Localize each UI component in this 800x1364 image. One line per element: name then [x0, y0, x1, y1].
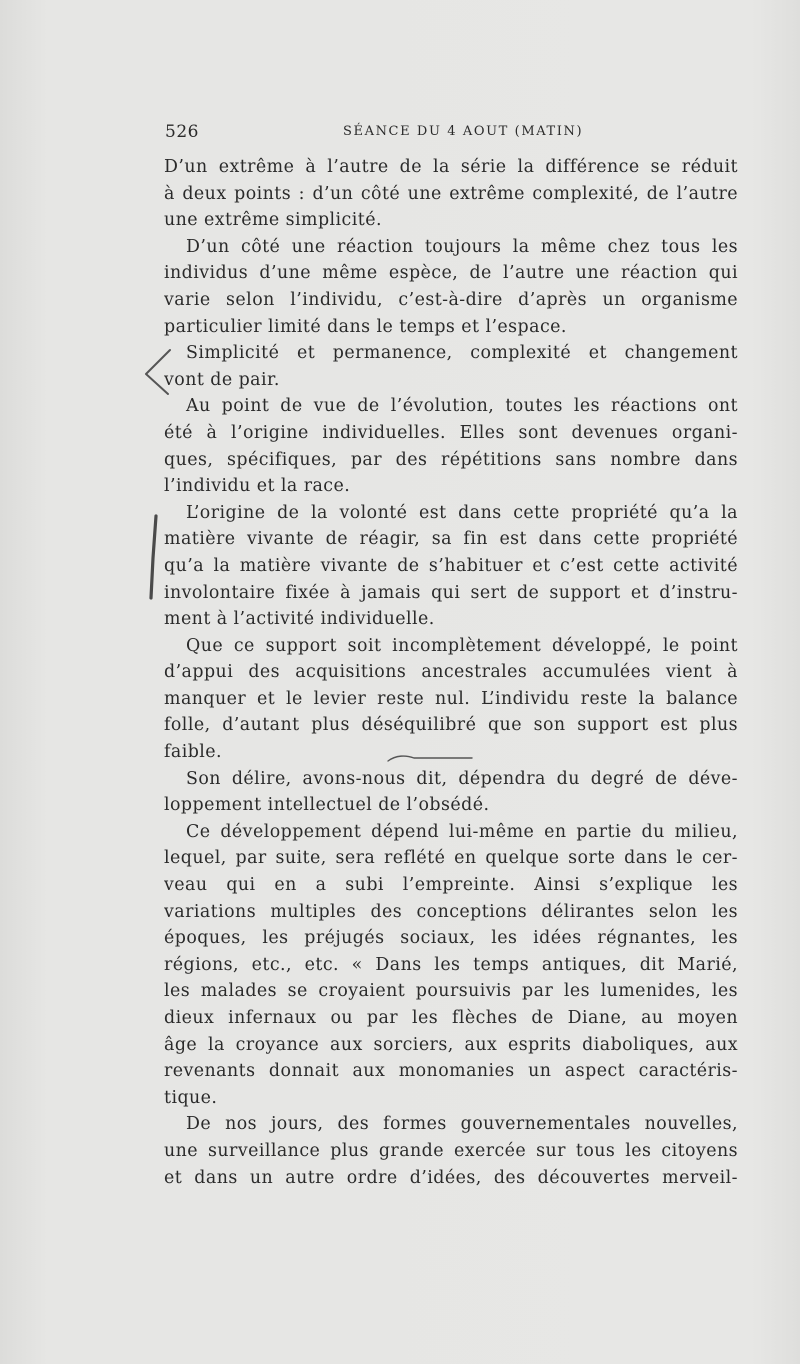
text-line: revenants donnait aux monomanies un aspect caractéris- — [164, 1061, 738, 1082]
text-line: une surveillance plus grande exercée sur tous les citoyens — [164, 1140, 738, 1161]
text-line: dieux infernaux ou par les flèches de Diane, au moyen — [164, 1008, 738, 1028]
text-line: à deux points : d’un côté une extrême complexité, de l’autre — [164, 183, 738, 204]
text-line: matière vivante de réagir, sa fin est dans cette propriété — [164, 529, 738, 550]
text-line: loppement intellectuel de l’obsédé. — [164, 795, 490, 816]
text-line: Son délire, avons-nous dit, dépendra du degré de déve- — [186, 768, 738, 789]
text-line: particulier limité dans le temps et l’espace. — [164, 316, 567, 337]
text-line: Que ce support soit incomplètement développé, le point — [186, 635, 738, 656]
text-line: Au point de vue de l’évolution, toutes les réactions ont — [186, 396, 738, 417]
text-line: faible. — [164, 742, 223, 763]
page-number: 526 — [165, 122, 199, 142]
text-line: ques, spécifiques, par des répétitions sans nombre dans — [164, 449, 738, 470]
text-line: De nos jours, des formes gouvernementales nouvelles, — [186, 1114, 738, 1135]
text-line: vont de pair. — [164, 369, 280, 390]
text-line: veau qui en a subi l’empreinte. Ainsi s’explique les — [164, 875, 738, 896]
text-line: Simplicité et permanence, complexité et changement — [186, 343, 738, 364]
text-line: manquer et le levier reste nul. L’individu reste la balance — [164, 688, 738, 709]
text-line: d’appui des acquisitions ancestrales accumulées vient à — [164, 662, 738, 683]
text-line: involontaire fixée à jamais qui sert de support et d’instru- — [164, 582, 738, 603]
text-line: lequel, par suite, sera reflété en quelque sorte dans le cer- — [164, 848, 738, 869]
text-line: été à l’origine individuelles. Elles sont devenues organi- — [164, 422, 738, 443]
text-line: individus d’une même espèce, de l’autre une réaction qui — [164, 263, 738, 284]
text-line: et dans un autre ordre d’idées, des découvertes merveil- — [164, 1167, 738, 1188]
text-line: D’un côté une réaction toujours la même chez tous les — [186, 236, 738, 257]
text-line: ment à l’activité individuelle. — [164, 609, 435, 630]
text-line: tique. — [164, 1087, 218, 1108]
body-text — [164, 154, 738, 1191]
text-line: une extrême simplicité. — [164, 210, 382, 231]
running-head: SÉANCE DU 4 AOUT (MATIN) — [343, 124, 584, 139]
text-line: variations multiples des conceptions délirantes selon les — [164, 901, 738, 922]
text-line: les malades se croyaient poursuivis par les lumenides, les — [164, 981, 738, 1002]
text-line: époques, les préjugés sociaux, les idées régnantes, les — [164, 928, 738, 949]
text-line: L’origine de la volonté est dans cette propriété qu’a la — [186, 502, 738, 523]
margin-bar-mark — [144, 512, 164, 602]
text-line: âge la croyance aux sorciers, aux esprits diaboliques, aux — [164, 1034, 738, 1055]
text-line: l’individu et la race. — [164, 476, 351, 497]
text-line: qu’a la matière vivante de s’habituer et c’est cette activité — [164, 555, 738, 576]
page-header — [165, 120, 737, 144]
text-line: varie selon l’individu, c’est-à-dire d’après un organisme — [164, 289, 738, 310]
text-line: Ce développement dépend lui-même en partie du milieu, — [186, 821, 738, 842]
text-line: folle, d’autant plus déséquilibré que son support est plus — [164, 715, 738, 736]
text-line: régions, etc., etc. « Dans les temps antiques, dit Marié, — [164, 954, 738, 975]
text-line: D’un extrême à l’autre de la série la différence se réduit — [164, 157, 738, 177]
